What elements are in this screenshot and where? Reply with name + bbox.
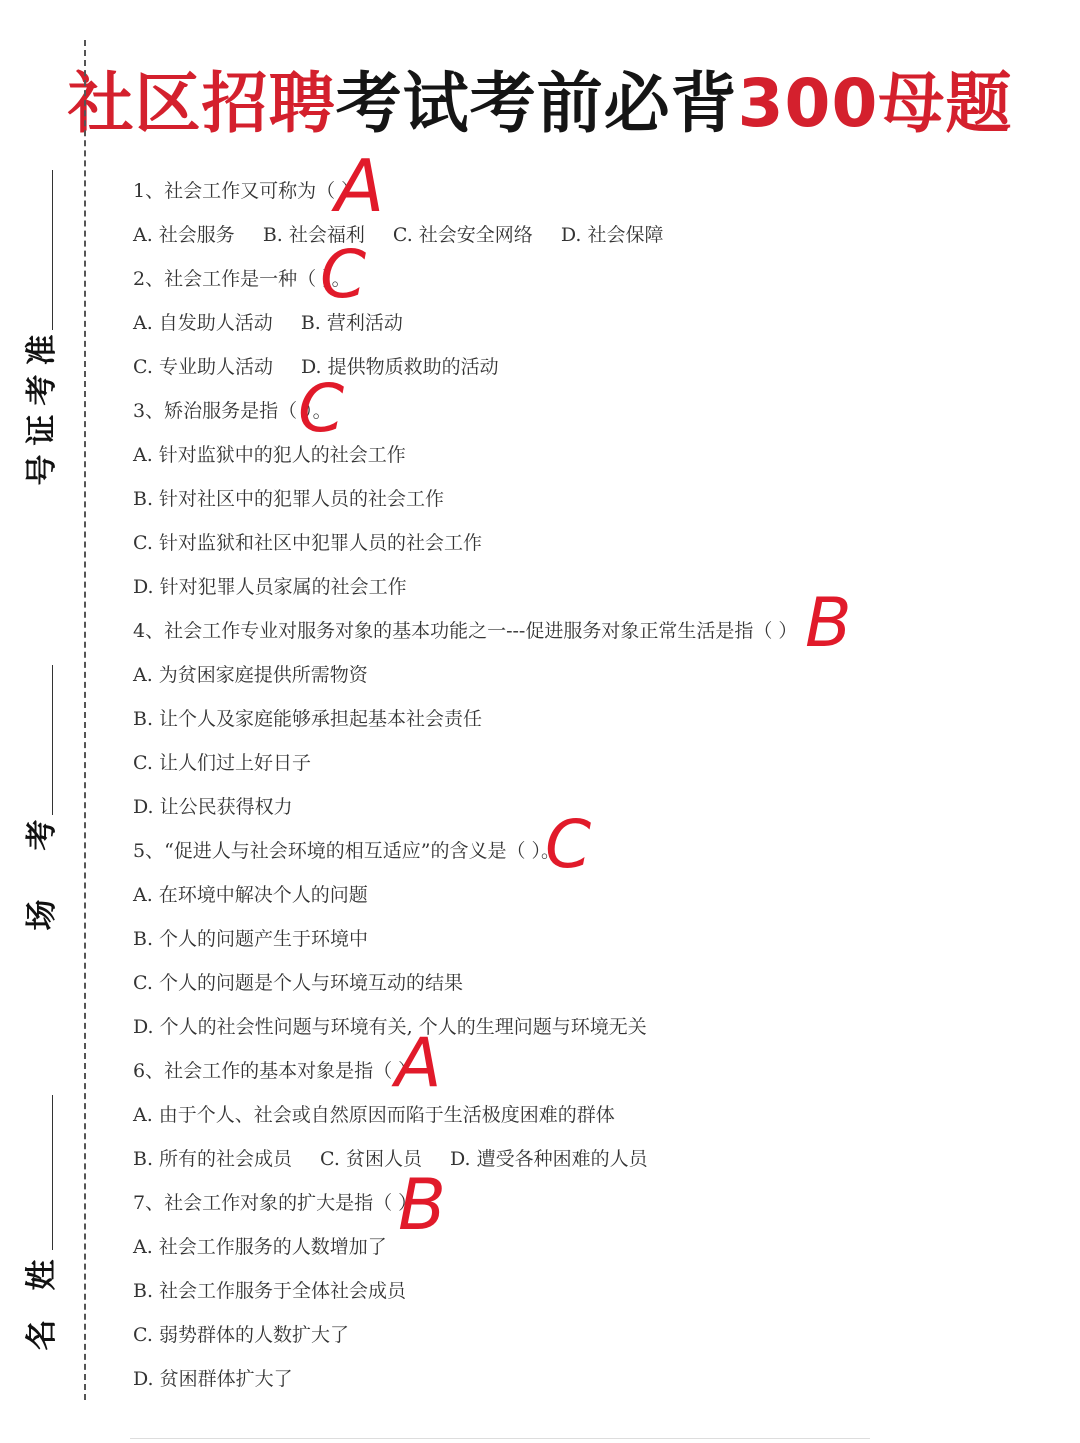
name-underline <box>52 1095 53 1250</box>
option-text: A. 自发助人活动 <box>133 312 273 334</box>
option-text: B. 社会工作服务于全体社会成员 <box>133 1280 407 1302</box>
answer-mark: A <box>335 144 385 228</box>
answer-mark: A <box>395 1024 442 1103</box>
option-text: C. 个人的问题是个人与环境互动的结果 <box>133 972 463 994</box>
option-text: A. 社会工作服务的人数增加了 <box>133 1236 387 1258</box>
question-text: 1、社会工作又可称为（ ） <box>133 180 361 202</box>
option-text: D. 社会保障 <box>560 224 664 246</box>
title-red-part-2: 300母题 <box>737 65 1013 142</box>
bottom-rule <box>130 1438 870 1439</box>
venue-underline <box>52 665 53 815</box>
option-text: A. 在环境中解决个人的问题 <box>133 884 368 906</box>
question-text: 5、“促进人与社会环境的相互适应”的含义是（ ）。 <box>133 840 561 862</box>
option-text: C. 让人们过上好日子 <box>133 752 311 774</box>
option-text: B. 针对社区中的犯罪人员的社会工作 <box>133 488 445 510</box>
option-text: D. 遭受各种困难的人员 <box>450 1148 648 1170</box>
option-text: A. 为贫困家庭提供所需物资 <box>133 664 368 686</box>
option-text: D. 贫困群体扩大了 <box>133 1368 293 1390</box>
binding-dashed-line <box>84 40 86 1400</box>
option-text: C. 弱势群体的人数扩大了 <box>133 1324 349 1346</box>
answer-mark: B <box>398 1164 447 1246</box>
title-red-part-1: 社区招聘 <box>67 65 336 142</box>
question-text: 6、社会工作的基本对象是指（ ） <box>133 1060 418 1082</box>
option-text: B. 社会福利 <box>262 224 365 246</box>
option-text: C. 针对监狱和社区中犯罪人员的社会工作 <box>133 532 482 554</box>
question-text: 3、矫治服务是指（ ）。 <box>133 400 332 422</box>
answer-mark: B <box>805 584 852 663</box>
answer-mark: C <box>545 806 592 883</box>
option-text: B. 所有的社会成员 <box>133 1148 293 1170</box>
title-black-part: 考试考前必背 <box>335 65 738 142</box>
option-text: C. 专业助人活动 <box>133 356 273 378</box>
option-text: B. 个人的问题产生于环境中 <box>133 928 369 950</box>
option-text: C. 贫困人员 <box>320 1148 422 1170</box>
exam-id-underline <box>52 170 53 330</box>
option-text: B. 让个人及家庭能够承担起基本社会责任 <box>133 708 483 730</box>
question-text: 2、社会工作是一种（ ）。 <box>133 268 351 290</box>
options-row <box>133 310 431 336</box>
answer-mark: C <box>320 236 367 313</box>
option-text: A. 由于个人、社会或自然原因而陷于生活极度困难的群体 <box>133 1104 615 1126</box>
option-text: D. 针对犯罪人员家属的社会工作 <box>133 576 407 598</box>
venue-label: 考 场 <box>24 819 60 931</box>
option-text: D. 让公民获得权力 <box>133 796 293 818</box>
exam-id-label: 准 考 证 号 <box>24 334 60 486</box>
question-text: 7、社会工作对象的扩大是指（ ） <box>133 1192 418 1214</box>
options-row <box>133 222 691 248</box>
option-text: C. 社会安全网络 <box>392 224 533 246</box>
page-title <box>0 50 1080 145</box>
option-text: A. 针对监狱中的犯人的社会工作 <box>133 444 406 466</box>
option-text: B. 营利活动 <box>300 312 403 334</box>
answer-mark: C <box>298 370 345 447</box>
option-text: A. 社会服务 <box>133 224 235 246</box>
option-text: D. 提供物质救助的活动 <box>300 356 499 378</box>
option-text: D. 个人的社会性问题与环境有关, 个人的生理问题与环境无关 <box>133 1016 647 1038</box>
question-text: 4、社会工作专业对服务对象的基本功能之一---促进服务对象正常生活是指（ ） <box>133 620 798 642</box>
name-label: 姓 名 <box>24 1259 60 1351</box>
